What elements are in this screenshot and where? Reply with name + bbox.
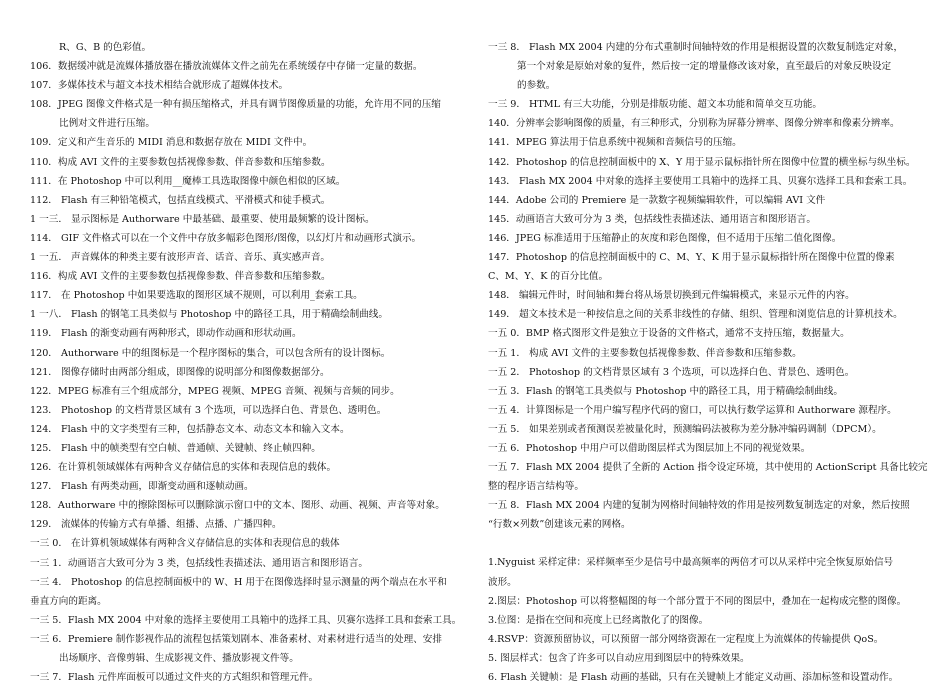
text-line: 4.RSVP：资源预留协议，可以预留一部分网络资源在一定程度上为流媒体的传输提供 QoS。 bbox=[488, 633, 884, 645]
text-line: 一五 5． 如果差别或者预测误差被量化时，预测编码法被称为差分脉冲编码调制（DPCM）。 bbox=[488, 423, 882, 435]
text-line: 一三 6．Premiere 制作影视作品的流程包括策划剧本、准备素材、对素材进行适当的处理、安排 bbox=[30, 633, 442, 645]
text-line: 波形。 bbox=[488, 576, 517, 588]
text-line: 142．Photoshop 的信息控制面板中的 X、Y 用于显示鼠标指针所在图像中位置的横坐标与纵坐标。 bbox=[488, 156, 916, 168]
text-line: 一五 8．Flash MX 2004 内建的复制为网格时间轴特效的作用是按列数复制选定的对象，然后按照 bbox=[488, 500, 910, 512]
text-line: 3.位图：是指在空间和亮度上已经离散化了的图像。 bbox=[488, 614, 709, 626]
text-line: 117． 在 Photoshop 中如果要选取的图形区域不规则，可以利用_套索工具。 bbox=[30, 290, 363, 302]
left-column bbox=[30, 38, 470, 687]
text-line: 112． Flash 有三种铅笔模式，包括直线模式、平滑模式和徒手模式。 bbox=[30, 194, 331, 206]
text-line: 120． Authorware 中的组图标是一个程序图标的集合，可以包含所有的设计图标。 bbox=[30, 347, 391, 359]
text-line: 6. Flash 关键帧：是 Flash 动画的基础，只有在关键帧上才能定义动画、添加标签和设置动作。 bbox=[488, 672, 899, 683]
text-line: 114． GIF 文件格式可以在一个文件中存放多幅彩色图形/图像，以幻灯片和动画形式演示。 bbox=[30, 232, 422, 244]
text-line: 122．MPEG 标准有三个组成部分，MPEG 视频、MPEG 音频、视频与音频的同步。 bbox=[30, 385, 400, 397]
text-line: 1.Nyguist 采样定律：采样频率至少是信号中最高频率的两倍才可以从采样中完全恢复原始信号 bbox=[488, 557, 894, 569]
text-line: 107．多媒体技术与超文本技术相结合就形成了超媒体技术。 bbox=[30, 80, 289, 92]
text-line: 一三 4． Photoshop 的信息控制面板中的 W、H 用于在图像选择时显示测量的两个端点在水平和 bbox=[30, 576, 447, 588]
text-line: 1 一八． Flash 的钢笔工具类似与 Photoshop 中的路径工具，用于精确绘制曲线。 bbox=[30, 309, 388, 321]
text-line: 一五 7．Flash MX 2004 提供了全新的 Action 指令设定环境，其中使用的 ActionScript 具备比较完 bbox=[488, 462, 928, 474]
text-line: 143． Flash MX 2004 中对象的选择主要使用工具箱中的选择工具、贝赛尔选择工具和套索工具。 bbox=[488, 175, 913, 187]
text-line: 110．构成 AVI 文件的主要参数包括视像参数、伴音参数和压缩参数。 bbox=[30, 156, 331, 168]
text-line: R、G、B 的色彩值。 bbox=[59, 42, 152, 53]
text-line: 140．分辨率会影响图像的质量，有三种形式，分别称为屏幕分辨率、图像分辨率和像素分辨率。 bbox=[488, 118, 900, 130]
text-line: 一三 9． HTML 有三大功能，分别是排版功能、超文本功能和简单交互功能。 bbox=[488, 99, 823, 111]
text-line: 109．定义和产生音乐的 MIDI 消息和数据存放在 MIDI 文件中。 bbox=[30, 137, 313, 149]
text-line: 垂直方向的距离。 bbox=[30, 595, 107, 607]
text-line: 比例对文件进行压缩。 bbox=[59, 118, 155, 130]
text-line: 121． 图像存储时由两部分组成，即图像的说明部分和图像数据部分。 bbox=[30, 366, 330, 378]
text-line: 一五 6．Photoshop 中用户可以借助图层样式为图层加上不同的视觉效果。 bbox=[488, 442, 811, 454]
text-line: 一五 2． Photoshop 的文档背景区域有 3 个选项，可以选择白色、背景色、透明色。 bbox=[488, 366, 855, 378]
text-line: 148． 编辑元件时，时间轴和舞台将从场景切换到元件编辑模式，来显示元件的内容。 bbox=[488, 290, 855, 302]
text-line: 145．动画语言大致可分为 3 类，包括线性表描述法、通用语言和图形语言。 bbox=[488, 213, 816, 225]
text-line: 147．Photoshop 的信息控制面板中的 C、M、Y、K 用于显示鼠标指针所在图像中位置的像素 bbox=[488, 252, 895, 264]
text-line: 一三 5．Flash MX 2004 中对象的选择主要使用工具箱中的选择工具、贝赛尔选择工具和套索工具。 bbox=[30, 614, 462, 626]
text-line: 149． 超文本技术是一种按信息之间的关系非线性的存储、组织、管理和浏览信息的计算机技术。 bbox=[488, 309, 903, 321]
text-line: 一三 8． Flash MX 2004 内建的分布式重制时间轴特效的作用是根据设置的次数复制选定对象， bbox=[488, 42, 904, 53]
text-line: 125． Flash 中的帧类型有空白帧、普通帧、关键帧、终止帧四种。 bbox=[30, 442, 321, 454]
text-line: 一五 1． 构成 AVI 文件的主要参数包括视像参数、伴音参数和压缩参数。 bbox=[488, 347, 802, 359]
text-line: 一三 0． 在计算机领域媒体有两种含义存储信息的实体和表现信息的载体 bbox=[30, 538, 340, 550]
text-line: 146．JPEG 标准适用于压缩静止的灰度和彩色图像，但不适用于压缩二值化图像。 bbox=[488, 232, 842, 244]
text-line: “行数×列数”创建该元素的网格。 bbox=[488, 519, 631, 531]
text-line: 一五 4．计算图标是一个用户编写程序代码的窗口，可以执行数学运算和 Authorware 源程序。 bbox=[488, 404, 897, 416]
text-line: 123． Photoshop 的文档背景区域有 3 个选项，可以选择白色、背景色、透明色。 bbox=[30, 404, 387, 416]
text-line: 106．数据缓冲就是流媒体播放器在播放流媒体文件之前先在系统缓存中存储一定量的数据。 bbox=[30, 61, 423, 73]
text-line: 128．Authorware 中的擦除图标可以删除演示窗口中的文本、图形、动画、视频、声音等对象。 bbox=[30, 500, 445, 512]
text-line: 的参数。 bbox=[517, 80, 556, 92]
text-line: 5. 图层样式：包含了许多可以自动应用到图层中的特殊效果。 bbox=[488, 652, 750, 664]
text-line: 141．MPEG 算法用于信息系统中视频和音频信号的压缩。 bbox=[488, 137, 742, 149]
text-line: 111．在 Photoshop 中可以利用__魔棒工具选取图像中颜色相似的区域。 bbox=[30, 175, 346, 187]
paragraph-gap bbox=[488, 534, 928, 553]
text-line: 一五 0．BMP 格式图形文件是独立于设备的文件格式，通常不支持压缩，数据量大。 bbox=[488, 328, 850, 340]
text-line: 出场顺序、音像剪辑、生成影视文件、播放影视文件等。 bbox=[59, 653, 299, 664]
text-line: 124． Flash 中的文字类型有三种，包括静态文本、动态文本和输入文本。 bbox=[30, 423, 350, 435]
text-line: 第一个对象是原始对象的复件，然后按一定的增量修改该对象，直至最后的对象反映设定 bbox=[517, 61, 892, 73]
text-line: 一五 3．Flash 的钢笔工具类似与 Photoshop 中的路径工具，用于精确绘制曲线。 bbox=[488, 385, 843, 397]
text-line: 116．构成 AVI 文件的主要参数包括视像参数、伴音参数和压缩参数。 bbox=[30, 271, 331, 283]
text-line: 一三 1．动画语言大致可分为 3 类，包括线性表描述法、通用语言和图形语言。 bbox=[30, 557, 368, 569]
text-line: 一三 7．Flash 元件库面板可以通过文件夹的方式组织和管理元件。 bbox=[30, 672, 319, 684]
right-column bbox=[488, 38, 928, 687]
text-line: 129． 流媒体的传输方式有单播、组播、点播、广播四种。 bbox=[30, 519, 282, 531]
text-line: 119． Flash 的渐变动画有两种形式，即动作动画和形状动画。 bbox=[30, 328, 302, 340]
text-line: 1 一三． 显示图标是 Authorware 中最基础、最重要、使用最频繁的设计图标。 bbox=[30, 213, 375, 225]
text-line: C、M、Y、K 的百分比值。 bbox=[488, 271, 609, 283]
text-line: 127． Flash 有两类动画，即渐变动画和逐帧动画。 bbox=[30, 481, 254, 493]
text-line: 144．Adobe 公司的 Premiere 是一款数字视频编辑软件，可以编辑 AVI 文件 bbox=[488, 194, 826, 206]
text-line: 126．在计算机领域媒体有两种含义存储信息的实体和表现信息的载体。 bbox=[30, 462, 337, 474]
text-line: 2.图层：Photoshop 可以将整幅图的每一个部分置于不同的图层中，叠加在一起构成完整的图像。 bbox=[488, 595, 907, 607]
text-line: 1 一五． 声音媒体的种类主要有波形声音、话音、音乐、真实感声音。 bbox=[30, 252, 331, 264]
text-line: 整的程序语言结构等。 bbox=[488, 481, 584, 493]
text-line: 108．JPEG 图像文件格式是一种有损压缩格式，并具有调节图像质量的功能，允许用不同的压缩 bbox=[30, 99, 441, 111]
